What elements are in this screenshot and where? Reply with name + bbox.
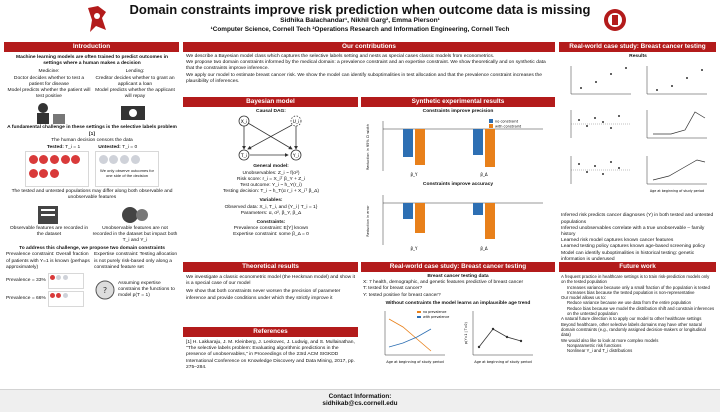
prevalence-33-label: Prevalence = 33% xyxy=(6,277,46,283)
rw2-item: Y: tested positive for breast cancer? xyxy=(363,292,441,298)
prevalence-dot xyxy=(56,293,61,298)
future-subitem: Reduce bias because we model the distribution shift and constrain inferences on the untested population xyxy=(567,305,715,317)
result-line xyxy=(653,160,705,180)
theory-item: We investigate a classic econometric model (the Heckman model) and show it is a special case of our model xyxy=(186,275,355,287)
age-trend-point xyxy=(520,340,522,342)
money-icon xyxy=(115,102,155,124)
result-point xyxy=(625,67,627,69)
unobservable-text: Unobservable features are not recorded in the dataset but impact both T_i and Y_i xyxy=(92,225,178,244)
poster-authors: Sidhika Balachandar¹, Nikhil Garg², Emma Pierson¹ xyxy=(280,17,440,24)
precision-ylabel: Reduction in 95% CI width xyxy=(366,124,370,171)
rw2-item: T: tested for breast cancer? xyxy=(363,286,423,292)
results-chart-grid xyxy=(561,60,715,210)
future-item: We would also like to look at more complex models xyxy=(561,337,659,343)
lending-label: Lending: xyxy=(125,69,145,75)
accuracy-title: Constraints improve accuracy xyxy=(422,182,494,188)
future-panel xyxy=(561,274,715,353)
age-trend-point xyxy=(492,328,494,330)
variables-item: Observed data: X_i, T_i, and {Y_i | T_i = 1} xyxy=(224,204,318,210)
accuracy-bar xyxy=(403,203,413,219)
medicine-item: Model predicts whether the patient will test positive xyxy=(7,88,91,100)
observable-text: Observable features are recorded in the dataset xyxy=(9,225,89,237)
constraints-item: Prevalence constraint: E[Y] known xyxy=(233,226,309,232)
tested-outcome-dot xyxy=(29,155,38,164)
dag-node-y-label: Y_i xyxy=(292,154,300,160)
tested-outcome-dot xyxy=(71,155,80,164)
medicine-label: Medicine: xyxy=(38,69,60,75)
prevalence-33-grid xyxy=(48,273,84,289)
result-point xyxy=(610,73,612,75)
accuracy-bar xyxy=(485,203,495,239)
no-prevalence-line xyxy=(389,319,431,351)
future-subitem: Nonparametric risk functions xyxy=(567,342,622,348)
rw1-bullet: Inferred risk predicts cancer diagnoses (Y) in both tested and untested populations xyxy=(561,213,714,225)
poster-title: Domain constraints improve risk prediction when outcome data is missing xyxy=(129,2,591,17)
model-equation: Testing decision: T_i ~ h_T(α r_i + X_iᵀ β_Δ) xyxy=(222,189,320,195)
model-equation: Test outcome: Y_i ~ h_Y(r_i) xyxy=(240,183,302,189)
section-header-real-world-2: Real-world case study: Breast cancer testing xyxy=(361,262,555,272)
precision-bar-chart xyxy=(363,115,553,179)
prevalence-dot xyxy=(50,293,55,298)
result-point xyxy=(610,127,612,129)
section-header-real-world-1: Real-world case study: Breast cancer testing xyxy=(559,42,716,52)
challenge-text: A fundamental challenge in these settings is the selective labels problem [1] xyxy=(7,125,177,137)
tested-outcome-dot xyxy=(39,169,48,178)
contact-email: sidhikab@cs.cornell.edu xyxy=(322,400,398,407)
poster-affiliations: ¹Computer Science, Cornell Tech ²Operations Research and Information Engineering, Cornell Tech xyxy=(210,26,510,33)
poster-header xyxy=(0,0,720,40)
section-header-contributions: Our contributions xyxy=(183,42,555,52)
untested-outcome-dot xyxy=(109,155,118,164)
rw2-data-label: Breast cancer testing data xyxy=(427,274,489,279)
medicine-item: Doctor decides whether to test a patient for disease xyxy=(13,75,85,87)
accuracy-ylabel: Reduction in error xyxy=(366,204,370,237)
tested-label: Tested: xyxy=(46,145,64,151)
legend-swatch xyxy=(417,311,421,313)
accuracy-tick-label: β_Δ xyxy=(480,245,488,251)
precision-title: Constraints improve precision xyxy=(422,109,494,114)
contribution-item: We propose two domain constraints informed by the medical domain: a prevalence constraint and an expertise constraint. We show theoretically and on synthetic data that the constraints improve inference. xyxy=(186,60,546,72)
untested-label: Untested: xyxy=(98,145,121,151)
theory-item: We show that both constraints never worsen the precision of parameter inference and provide conditions under which they strictly improve it xyxy=(186,289,341,301)
synthetic-panel xyxy=(363,109,553,256)
dag-node-t-label: T_i xyxy=(240,154,248,160)
section-header-synthetic: Synthetic experimental results xyxy=(361,97,555,107)
legend-swatch xyxy=(489,119,493,123)
prevalence-66-grid xyxy=(48,291,84,307)
causal-dag-diagram xyxy=(216,115,326,161)
future-subitem: Increases bias because the tested population is non-representative xyxy=(567,289,695,295)
accuracy-bar-chart xyxy=(363,189,553,253)
legend-swatch xyxy=(489,124,493,128)
prevalence-dot xyxy=(56,275,61,280)
untested-outcome-dot xyxy=(99,155,108,164)
result-point xyxy=(578,119,580,121)
legend-label: with prevalence xyxy=(423,315,450,320)
prevalence-66-label: Prevalence = 66% xyxy=(6,295,46,301)
result-point xyxy=(686,77,688,79)
result-point xyxy=(580,87,582,89)
rw1-bullet: Model can identify suboptimalities in historical testing: genetic information is underused xyxy=(561,250,695,262)
prevalence-constraint-text: Prevalence constraint: Overall fraction of patients with Y=1 is known (perhaps approximately) xyxy=(6,252,90,270)
accuracy-bar xyxy=(415,203,425,233)
introduction-panel xyxy=(6,55,178,307)
result-point xyxy=(578,163,580,165)
address-text: To address this challenge, we propose two domain constraints xyxy=(19,246,165,252)
tested-outcome-dot xyxy=(39,155,48,164)
intro-lead: Machine learning models are often trained to predict outcomes in settings where a human makes a decision xyxy=(16,55,168,67)
diff-text: The tested and untested populations may differ along both observable and unobservable features xyxy=(11,189,173,201)
result-point xyxy=(594,117,596,119)
rw2-claim: Without constraints the model learns an implausible age trend xyxy=(385,300,531,306)
result-point xyxy=(701,69,703,71)
future-subitem: Reduce variance because we use data from the entire population xyxy=(567,300,691,306)
result-point xyxy=(595,81,597,83)
real-world-2-panel xyxy=(363,274,553,372)
contribution-item: We apply our model to estimate breast cancer risk. We show the model can identify suboptimalities in test allocation and that the prevalence constraint increases the plausibility of inferences. xyxy=(186,72,542,84)
section-header-theoretical: Theoretical results xyxy=(183,262,358,272)
age-trend-point xyxy=(478,346,480,348)
lending-item: Model predicts whether the applicant will repay xyxy=(95,88,175,100)
precision-bar xyxy=(485,129,495,167)
observable-feature-icon xyxy=(34,204,64,226)
precision-bar xyxy=(415,129,425,165)
rw1-age-axis-label: Age at beginning of study period xyxy=(649,189,705,194)
untested-outcome-dot xyxy=(131,155,140,164)
expertise-assume-text: Assuming expertise constrains the functions to model p(T = 1) xyxy=(118,280,175,299)
references-text: [1] H. Lakkaraju, J. M. Kleinberg, J. Leskovec, J. Ludwig, and S. Mullainathan, "The selective labels problem: Evaluating algorithmic predictions in the presence of unobservables," in Proceedings of the 23rd ACM SIGKDD International Conference on Knowledge Discovery and Data Mining, 2017, pp. 275–284. xyxy=(186,340,355,370)
tested-outcome-dot xyxy=(50,155,59,164)
age-ylabel: p(Y=1 | T=0) xyxy=(464,322,468,344)
tested-outcome-dot xyxy=(29,169,38,178)
dag-node-x-label: X_i xyxy=(240,120,248,126)
cornell-seal-icon xyxy=(603,8,627,32)
legend-label: with constraint xyxy=(495,124,522,129)
tested-outcome-dot xyxy=(50,169,59,178)
tested-equation: T_i = 1 xyxy=(65,145,81,151)
contact-label: Contact Information: xyxy=(328,393,392,400)
tested-outcome-dot xyxy=(61,155,70,164)
prevalence-dot xyxy=(63,275,68,280)
real-world-1-panel xyxy=(561,54,715,263)
svg-text:?: ? xyxy=(102,286,108,296)
rw1-results-label: Results xyxy=(629,54,647,59)
result-point xyxy=(671,85,673,87)
result-point xyxy=(618,115,620,117)
accuracy-bar xyxy=(473,203,483,215)
future-subitem: Increases variance because only a small fraction of the population is tested xyxy=(567,284,710,290)
future-item: A frequent practice in healthcare settings is to train risk-prediction models only on the tested population xyxy=(561,274,710,285)
contribution-item: We describe a Bayesian model class which captures the selective labels setting and nests as special cases classic models from econometrics. xyxy=(186,54,495,59)
future-item: Beyond healthcare, other selective labels domains may have other natural domain constraints (e.g., randomly assigned decision-makers or longitudinal data) xyxy=(561,321,706,338)
age-xlabel: Age at beginning of study period xyxy=(386,360,444,365)
doctor-icon xyxy=(29,102,69,124)
rw2-item: X: 7 health, demographic, and genetic features predictive of breast cancer xyxy=(363,280,524,286)
rw1-bullet: Learned risk model captures known cancer features xyxy=(561,238,674,244)
tested-grid xyxy=(25,151,89,187)
age-trend-line xyxy=(479,329,521,347)
section-header-future: Future work xyxy=(559,262,716,272)
variables-item: Parameters: α, σ², β_Y, β_Δ xyxy=(240,210,302,216)
result-line xyxy=(653,112,705,134)
precision-bar xyxy=(403,129,413,157)
dag-label: Causal DAG: xyxy=(256,109,286,114)
poster-footer xyxy=(0,389,720,412)
rw1-bullet: Inferred unobservables correlate with a true unobservable – family history xyxy=(561,225,705,238)
precision-bar xyxy=(473,129,483,155)
untested-outcome-dot xyxy=(120,155,129,164)
precision-tick-label: β_Y xyxy=(410,172,418,178)
contributions-panel xyxy=(186,54,552,85)
result-point xyxy=(586,125,588,127)
lending-item: Creditor decides whether to grant an applicant a loan xyxy=(95,75,175,87)
age-xlabel: Age at beginning of study period xyxy=(474,360,532,365)
section-header-introduction: Introduction xyxy=(4,42,179,52)
unobservable-feature-icon xyxy=(120,204,150,226)
cornell-logo-icon xyxy=(86,4,108,34)
dag-node-u-label: U_i xyxy=(292,120,300,126)
future-subitem: Nonlinear Y_i and T_i distributions xyxy=(567,348,633,354)
result-point xyxy=(594,165,596,167)
expertise-icon xyxy=(94,279,116,301)
with-prevalence-line xyxy=(389,329,431,347)
result-point xyxy=(610,161,612,163)
model-equation: Unobservables: Z_i ~ f(σ²) xyxy=(242,170,300,176)
result-point xyxy=(618,167,620,169)
untested-grid xyxy=(95,151,159,187)
rw1-bullet: Learned testing policy captures known age-based screening policy xyxy=(561,244,706,250)
age-trend-point xyxy=(506,336,508,338)
theoretical-panel xyxy=(186,275,356,302)
prevalence-dot xyxy=(63,293,68,298)
future-item: Our model allows us to: xyxy=(561,295,606,301)
constraints-label: Constraints: xyxy=(256,220,286,226)
result-point xyxy=(602,121,604,123)
result-point xyxy=(602,173,604,175)
precision-tick-label: β_Δ xyxy=(480,172,488,178)
legend-label: no constraint xyxy=(495,119,519,124)
constraints-item: Expertise constraint: some β_Δ = 0 xyxy=(233,232,309,238)
legend-swatch xyxy=(417,316,421,318)
expertise-constraint-text: Expertise constraint: Testing allocation is not purely risk-based only along a constrained feature set xyxy=(94,252,178,270)
future-item: A natural future direction is to apply our model to other healthcare settings xyxy=(561,316,702,322)
age-trend-chart xyxy=(363,307,553,369)
section-header-references: References xyxy=(183,327,358,337)
only-observe-note: We only observe outcomes for one side of the decision xyxy=(100,168,154,179)
result-point xyxy=(656,89,658,91)
bayesian-panel xyxy=(185,109,357,239)
general-model-label: General model: xyxy=(253,164,289,170)
challenge-item: The human decision censors the data xyxy=(51,137,133,143)
prevalence-dot xyxy=(50,275,55,280)
variables-label: Variables: xyxy=(259,198,283,204)
model-equation: Risk score: r_i = X_iᵀ β_Y + Z_i xyxy=(236,176,306,182)
section-header-bayesian: Bayesian model xyxy=(183,97,358,107)
accuracy-tick-label: β_Y xyxy=(410,245,418,251)
legend-label: no prevalence xyxy=(423,310,447,315)
untested-equation: T_i = 0 xyxy=(122,145,138,151)
result-point xyxy=(586,171,588,173)
